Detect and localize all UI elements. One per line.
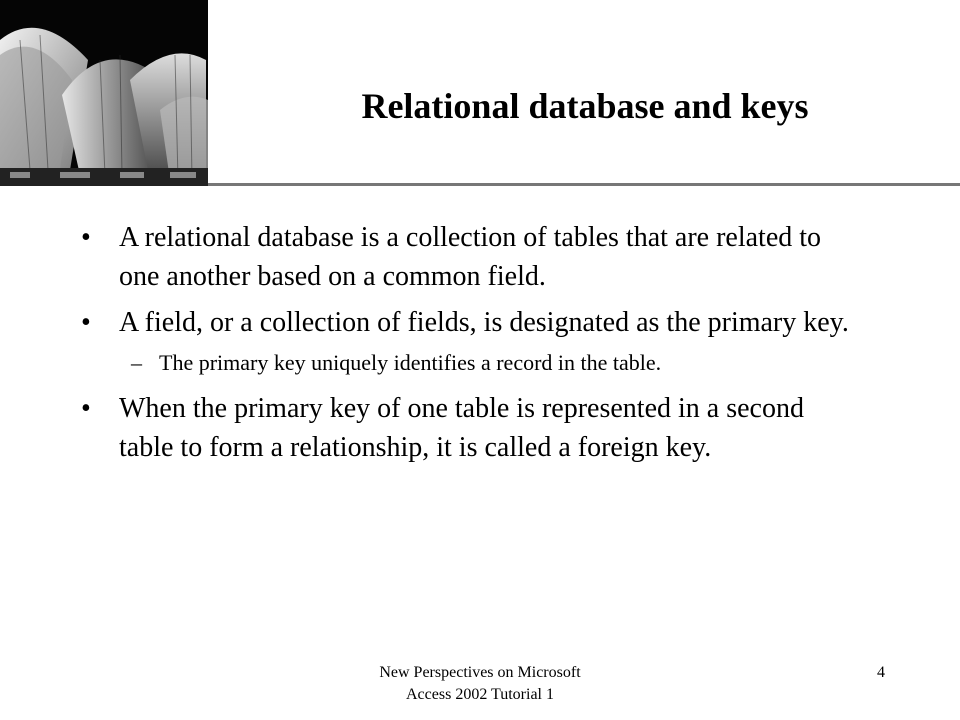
sub-bullet-marker: – [131, 350, 142, 375]
slide-title: Relational database and keys [361, 86, 809, 126]
bullet-item [75, 218, 865, 296]
header-divider-line [208, 183, 960, 186]
sub-bullet-item [75, 347, 865, 379]
bullet-item [75, 303, 865, 342]
bullet-text: When the primary key of one table is represented in a second table to form a relationship, it is called a foreign key. [119, 393, 804, 463]
page-number: 4 [877, 664, 885, 681]
bullet-text: A relational database is a collection of tables that are related to one another based on a common field. [119, 222, 822, 292]
slide-footer [330, 662, 630, 706]
bullet-marker: • [81, 222, 91, 253]
bullet-text: A field, or a collection of fields, is designated as the primary key. [119, 307, 849, 338]
bullet-marker: • [81, 393, 91, 424]
footer-line-2: Access 2002 Tutorial 1 [406, 686, 554, 703]
sub-bullet-text: The primary key uniquely identifies a record in the table. [159, 350, 662, 375]
footer-line-1: New Perspectives on Microsoft [379, 664, 581, 681]
slide-body [75, 218, 865, 474]
bullet-marker: • [81, 307, 91, 338]
header-photo-sydney-opera-house [0, 0, 208, 186]
bullet-item [75, 389, 865, 467]
